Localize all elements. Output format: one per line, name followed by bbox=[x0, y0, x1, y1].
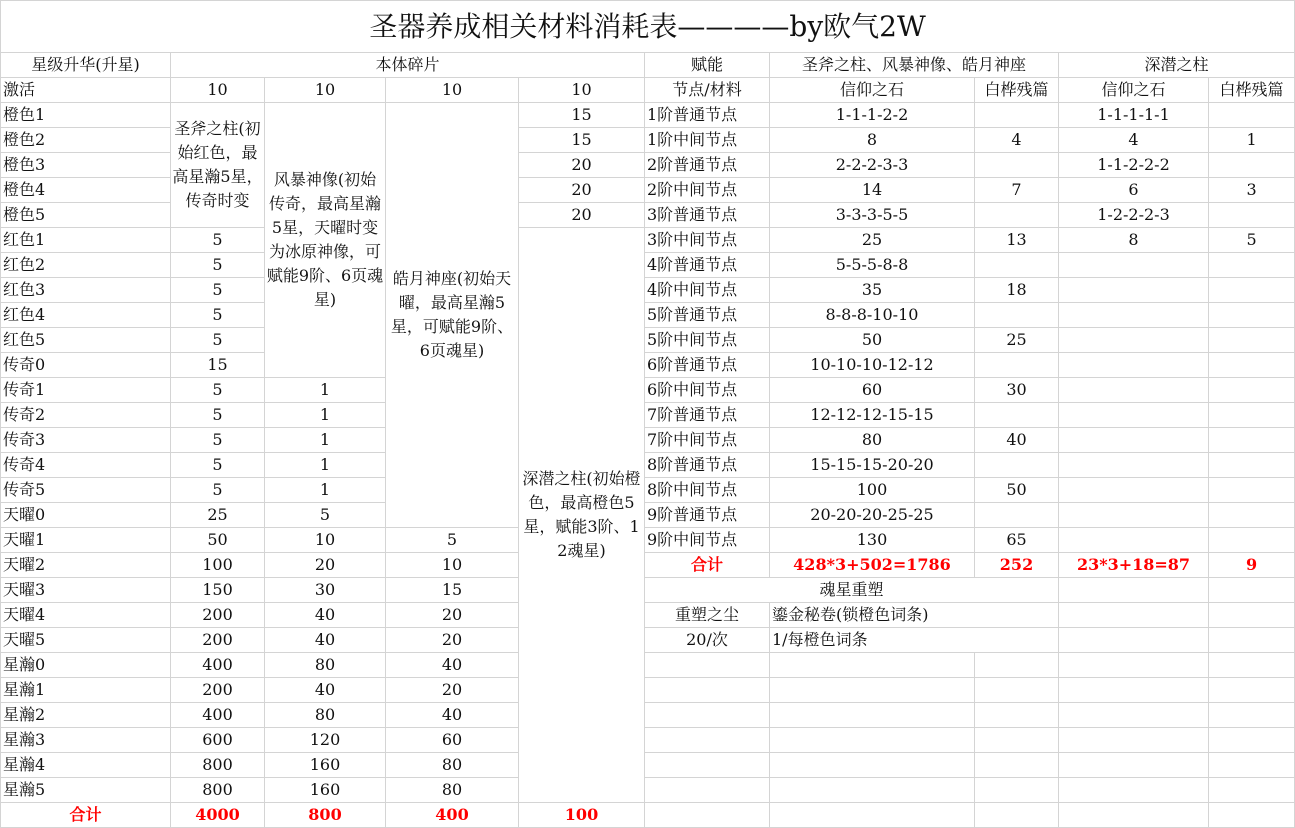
row-label[interactable]: 传奇3 bbox=[1, 428, 171, 453]
scroll-cell[interactable] bbox=[975, 103, 1059, 128]
scroll-cell[interactable]: 5 bbox=[1209, 228, 1295, 253]
row-label[interactable]: 天曜5 bbox=[1, 628, 171, 653]
value-cell[interactable]: 1 bbox=[265, 478, 386, 503]
row-label[interactable]: 橙色3 bbox=[1, 153, 171, 178]
row-label[interactable]: 星瀚2 bbox=[1, 703, 171, 728]
stone-cell[interactable] bbox=[1059, 528, 1209, 553]
note-axe-pillar[interactable]: 圣斧之柱(初始红色，最高星瀚5星，传奇时变 bbox=[171, 103, 265, 228]
node-label[interactable]: 8阶普通节点 bbox=[645, 453, 770, 478]
table-row bbox=[1, 778, 1295, 803]
value-cell[interactable]: 150 bbox=[171, 578, 265, 603]
stone-cell[interactable] bbox=[1059, 253, 1209, 278]
right-total-stone[interactable]: 23*3+18=87 bbox=[1059, 553, 1209, 578]
empty-cell[interactable] bbox=[1209, 578, 1295, 603]
node-label[interactable]: 9阶中间节点 bbox=[645, 528, 770, 553]
value-cell[interactable]: 5 bbox=[171, 428, 265, 453]
empty-cell[interactable] bbox=[645, 778, 770, 803]
left-total-label[interactable]: 合计 bbox=[1, 803, 171, 828]
stone-cell[interactable] bbox=[1059, 353, 1209, 378]
empty-cell[interactable] bbox=[770, 703, 975, 728]
row-label[interactable]: 橙色1 bbox=[1, 103, 171, 128]
stone-cell[interactable]: 8 bbox=[770, 128, 975, 153]
empty-cell[interactable] bbox=[1059, 603, 1209, 628]
stone-cell[interactable]: 1-1-1-2-2 bbox=[770, 103, 975, 128]
row-label[interactable]: 天曜1 bbox=[1, 528, 171, 553]
row-label[interactable]: 传奇5 bbox=[1, 478, 171, 503]
row-label[interactable]: 橙色5 bbox=[1, 203, 171, 228]
stone-cell[interactable]: 1-2-2-2-3 bbox=[1059, 203, 1209, 228]
value-cell[interactable]: 15 bbox=[519, 128, 645, 153]
value-cell[interactable]: 80 bbox=[386, 778, 519, 803]
subheader-scroll[interactable]: 白桦残篇 bbox=[975, 78, 1059, 103]
value-cell[interactable]: 40 bbox=[265, 678, 386, 703]
value-cell[interactable]: 800 bbox=[171, 753, 265, 778]
scroll-cell[interactable] bbox=[1209, 153, 1295, 178]
stone-cell[interactable]: 130 bbox=[770, 528, 975, 553]
value-cell[interactable]: 100 bbox=[171, 553, 265, 578]
value-cell[interactable]: 5 bbox=[171, 278, 265, 303]
value-cell[interactable]: 10 bbox=[265, 528, 386, 553]
scroll-cell[interactable] bbox=[1209, 303, 1295, 328]
empty-cell[interactable] bbox=[1209, 778, 1295, 803]
empty-cell[interactable] bbox=[975, 803, 1059, 828]
value-cell[interactable]: 40 bbox=[386, 653, 519, 678]
table-row bbox=[1, 678, 1295, 703]
subheader-stone[interactable]: 信仰之石 bbox=[1059, 78, 1209, 103]
empty-cell[interactable] bbox=[1059, 753, 1209, 778]
value-cell[interactable]: 400 bbox=[171, 703, 265, 728]
node-label[interactable]: 5阶中间节点 bbox=[645, 328, 770, 353]
scroll-cell[interactable] bbox=[1209, 378, 1295, 403]
value-cell[interactable]: 80 bbox=[265, 653, 386, 678]
node-label[interactable]: 5阶普通节点 bbox=[645, 303, 770, 328]
table-row bbox=[1, 478, 1295, 503]
empty-cell[interactable] bbox=[1059, 728, 1209, 753]
value-cell[interactable]: 5 bbox=[171, 303, 265, 328]
empty-cell[interactable] bbox=[1209, 753, 1295, 778]
activate-value[interactable]: 10 bbox=[519, 78, 645, 103]
node-label[interactable]: 2阶中间节点 bbox=[645, 178, 770, 203]
value-cell[interactable]: 20 bbox=[519, 203, 645, 228]
scroll-cell[interactable] bbox=[1209, 478, 1295, 503]
scroll-cell[interactable] bbox=[1209, 503, 1295, 528]
stone-cell[interactable]: 5-5-5-8-8 bbox=[770, 253, 975, 278]
row-label[interactable]: 星瀚0 bbox=[1, 653, 171, 678]
scroll-cell[interactable] bbox=[1209, 253, 1295, 278]
header-group1[interactable]: 圣斧之柱、风暴神像、皓月神座 bbox=[770, 53, 1059, 78]
value-cell[interactable]: 5 bbox=[171, 403, 265, 428]
node-label[interactable]: 4阶中间节点 bbox=[645, 278, 770, 303]
empty-cell[interactable] bbox=[1209, 803, 1295, 828]
scroll-cell[interactable] bbox=[1209, 453, 1295, 478]
note-deep-pillar[interactable]: 深潜之柱(初始橙色，最高橙色5星，赋能3阶、12魂星) bbox=[519, 228, 645, 803]
empty-cell[interactable] bbox=[1209, 628, 1295, 653]
node-label[interactable]: 6阶中间节点 bbox=[645, 378, 770, 403]
node-label[interactable]: 2阶普通节点 bbox=[645, 153, 770, 178]
table-row bbox=[1, 753, 1295, 778]
value-cell[interactable]: 15 bbox=[171, 353, 265, 378]
scroll-cell[interactable] bbox=[975, 153, 1059, 178]
value-cell[interactable]: 40 bbox=[265, 603, 386, 628]
empty-cell[interactable] bbox=[1059, 678, 1209, 703]
value-cell[interactable]: 5 bbox=[171, 478, 265, 503]
stone-cell[interactable]: 2-2-2-3-3 bbox=[770, 153, 975, 178]
row-label[interactable]: 传奇0 bbox=[1, 353, 171, 378]
value-cell[interactable]: 20 bbox=[265, 553, 386, 578]
value-cell[interactable]: 800 bbox=[171, 778, 265, 803]
row-label[interactable]: 传奇2 bbox=[1, 403, 171, 428]
table-row bbox=[1, 278, 1295, 303]
value-cell[interactable]: 80 bbox=[265, 703, 386, 728]
scroll-cell[interactable] bbox=[975, 253, 1059, 278]
right-total-stone[interactable]: 428*3+502=1786 bbox=[770, 553, 975, 578]
row-label[interactable]: 红色2 bbox=[1, 253, 171, 278]
value-cell[interactable]: 20 bbox=[386, 628, 519, 653]
stone-cell[interactable]: 8 bbox=[1059, 228, 1209, 253]
empty-cell[interactable] bbox=[1059, 653, 1209, 678]
value-cell[interactable]: 5 bbox=[171, 453, 265, 478]
scroll-cell[interactable]: 3 bbox=[1209, 178, 1295, 203]
value-cell[interactable]: 5 bbox=[171, 328, 265, 353]
value-cell[interactable]: 80 bbox=[386, 753, 519, 778]
left-total-value[interactable]: 100 bbox=[519, 803, 645, 828]
table-row bbox=[1, 253, 1295, 278]
empty-cell[interactable] bbox=[1059, 778, 1209, 803]
header-upgrade[interactable]: 星级升华(升星) bbox=[1, 53, 171, 78]
stone-cell[interactable]: 3-3-3-5-5 bbox=[770, 203, 975, 228]
value-cell[interactable]: 160 bbox=[265, 753, 386, 778]
empty-cell[interactable] bbox=[770, 678, 975, 703]
activate-value[interactable]: 10 bbox=[386, 78, 519, 103]
table-row bbox=[1, 528, 1295, 553]
value-cell[interactable]: 20 bbox=[519, 178, 645, 203]
empty-cell[interactable] bbox=[1209, 703, 1295, 728]
scroll-cell[interactable]: 40 bbox=[975, 428, 1059, 453]
value-cell[interactable]: 20 bbox=[519, 153, 645, 178]
stone-cell[interactable]: 4 bbox=[1059, 128, 1209, 153]
value-cell[interactable]: 20 bbox=[386, 603, 519, 628]
value-cell[interactable]: 5 bbox=[386, 528, 519, 553]
stone-cell[interactable]: 20-20-20-25-25 bbox=[770, 503, 975, 528]
scroll-cell[interactable]: 30 bbox=[975, 378, 1059, 403]
scroll-cell[interactable]: 13 bbox=[975, 228, 1059, 253]
scroll-cell[interactable] bbox=[975, 453, 1059, 478]
value-cell[interactable]: 5 bbox=[171, 228, 265, 253]
row-label[interactable]: 天曜4 bbox=[1, 603, 171, 628]
table-row bbox=[1, 328, 1295, 353]
stone-cell[interactable] bbox=[1059, 478, 1209, 503]
header-fragments[interactable]: 本体碎片 bbox=[171, 53, 645, 78]
empty-cell[interactable] bbox=[770, 753, 975, 778]
scroll-cell[interactable] bbox=[975, 403, 1059, 428]
empty-cell[interactable] bbox=[645, 753, 770, 778]
table-row bbox=[1, 228, 1295, 253]
table-row bbox=[1, 428, 1295, 453]
table-row bbox=[1, 703, 1295, 728]
scroll-cell[interactable]: 7 bbox=[975, 178, 1059, 203]
activate-value[interactable]: 10 bbox=[171, 78, 265, 103]
stone-cell[interactable] bbox=[1059, 378, 1209, 403]
scroll-cell[interactable] bbox=[1209, 278, 1295, 303]
scroll-cell[interactable]: 50 bbox=[975, 478, 1059, 503]
empty-cell[interactable] bbox=[1059, 628, 1209, 653]
value-cell[interactable]: 200 bbox=[171, 678, 265, 703]
row-label[interactable]: 橙色4 bbox=[1, 178, 171, 203]
empty-cell[interactable] bbox=[975, 778, 1059, 803]
stone-cell[interactable]: 8-8-8-10-10 bbox=[770, 303, 975, 328]
activate-label[interactable]: 激活 bbox=[1, 78, 171, 103]
value-cell[interactable]: 200 bbox=[171, 628, 265, 653]
table-row bbox=[1, 378, 1295, 403]
node-label[interactable]: 1阶普通节点 bbox=[645, 103, 770, 128]
remold-title[interactable]: 魂星重塑 bbox=[645, 578, 1059, 603]
row-label[interactable]: 星瀚1 bbox=[1, 678, 171, 703]
table-row bbox=[1, 453, 1295, 478]
empty-cell[interactable] bbox=[645, 728, 770, 753]
table-row bbox=[1, 353, 1295, 378]
stone-cell[interactable] bbox=[1059, 503, 1209, 528]
value-cell[interactable]: 15 bbox=[519, 103, 645, 128]
row-label[interactable]: 红色4 bbox=[1, 303, 171, 328]
remold-scroll-label[interactable]: 鎏金秘卷(锁橙色词条) bbox=[770, 603, 1059, 628]
stone-cell[interactable]: 35 bbox=[770, 278, 975, 303]
scroll-cell[interactable] bbox=[975, 503, 1059, 528]
value-cell[interactable]: 20 bbox=[386, 678, 519, 703]
value-cell[interactable]: 25 bbox=[171, 503, 265, 528]
row-label[interactable]: 传奇4 bbox=[1, 453, 171, 478]
node-label[interactable]: 1阶中间节点 bbox=[645, 128, 770, 153]
scroll-cell[interactable]: 1 bbox=[1209, 128, 1295, 153]
stone-cell[interactable]: 1-1-1-1-1 bbox=[1059, 103, 1209, 128]
value-cell[interactable]: 40 bbox=[386, 703, 519, 728]
empty-cell[interactable] bbox=[975, 678, 1059, 703]
empty-cell[interactable] bbox=[770, 653, 975, 678]
empty-cell[interactable] bbox=[975, 703, 1059, 728]
stone-cell[interactable]: 10-10-10-12-12 bbox=[770, 353, 975, 378]
row-label[interactable]: 红色1 bbox=[1, 228, 171, 253]
value-cell[interactable]: 200 bbox=[171, 603, 265, 628]
value-cell[interactable]: 30 bbox=[265, 578, 386, 603]
right-total-label[interactable]: 合计 bbox=[645, 553, 770, 578]
scroll-cell[interactable]: 18 bbox=[975, 278, 1059, 303]
value-cell[interactable]: 400 bbox=[171, 653, 265, 678]
empty-cell[interactable] bbox=[770, 728, 975, 753]
value-cell[interactable]: 1 bbox=[265, 403, 386, 428]
empty-cell[interactable] bbox=[1059, 578, 1209, 603]
scroll-cell[interactable] bbox=[1209, 328, 1295, 353]
scroll-cell[interactable] bbox=[1209, 403, 1295, 428]
node-label[interactable]: 9阶普通节点 bbox=[645, 503, 770, 528]
empty-cell[interactable] bbox=[645, 653, 770, 678]
remold-dust-value[interactable]: 20/次 bbox=[645, 628, 770, 653]
stone-cell[interactable]: 15-15-15-20-20 bbox=[770, 453, 975, 478]
node-label[interactable]: 3阶中间节点 bbox=[645, 228, 770, 253]
table-row bbox=[1, 303, 1295, 328]
stone-cell[interactable]: 25 bbox=[770, 228, 975, 253]
value-cell[interactable]: 1 bbox=[265, 453, 386, 478]
remold-dust-label[interactable]: 重塑之尘 bbox=[645, 603, 770, 628]
stone-cell[interactable]: 6 bbox=[1059, 178, 1209, 203]
value-cell[interactable]: 5 bbox=[265, 503, 386, 528]
empty-cell[interactable] bbox=[1059, 803, 1209, 828]
scroll-cell[interactable]: 65 bbox=[975, 528, 1059, 553]
scroll-cell[interactable] bbox=[1209, 103, 1295, 128]
row-label[interactable]: 星瀚3 bbox=[1, 728, 171, 753]
table-row bbox=[1, 803, 1295, 828]
subheader-stone[interactable]: 信仰之石 bbox=[770, 78, 975, 103]
value-cell[interactable]: 600 bbox=[171, 728, 265, 753]
empty-cell[interactable] bbox=[1059, 703, 1209, 728]
scroll-cell[interactable] bbox=[1209, 428, 1295, 453]
value-cell[interactable]: 15 bbox=[386, 578, 519, 603]
value-cell[interactable]: 120 bbox=[265, 728, 386, 753]
value-cell[interactable]: 1 bbox=[265, 378, 386, 403]
header-group2[interactable]: 深潜之柱 bbox=[1059, 53, 1295, 78]
stone-cell[interactable] bbox=[1059, 453, 1209, 478]
empty-cell[interactable] bbox=[1209, 603, 1295, 628]
stone-cell[interactable] bbox=[1059, 403, 1209, 428]
empty-cell[interactable] bbox=[975, 728, 1059, 753]
scroll-cell[interactable] bbox=[975, 303, 1059, 328]
scroll-cell[interactable] bbox=[975, 353, 1059, 378]
scroll-cell[interactable]: 4 bbox=[975, 128, 1059, 153]
table-row bbox=[1, 53, 1295, 78]
value-cell[interactable]: 50 bbox=[171, 528, 265, 553]
remold-scroll-value[interactable]: 1/每橙色词条 bbox=[770, 628, 1059, 653]
row-label[interactable]: 天曜0 bbox=[1, 503, 171, 528]
empty-cell[interactable] bbox=[975, 753, 1059, 778]
stone-cell[interactable]: 50 bbox=[770, 328, 975, 353]
empty-cell[interactable] bbox=[770, 803, 975, 828]
stone-cell[interactable] bbox=[1059, 328, 1209, 353]
right-total-scroll[interactable]: 9 bbox=[1209, 553, 1295, 578]
scroll-cell[interactable] bbox=[1209, 203, 1295, 228]
stone-cell[interactable] bbox=[1059, 428, 1209, 453]
table-row bbox=[1, 503, 1295, 528]
row-label[interactable]: 星瀚4 bbox=[1, 753, 171, 778]
stone-cell[interactable] bbox=[1059, 303, 1209, 328]
row-label[interactable]: 红色5 bbox=[1, 328, 171, 353]
stone-cell[interactable]: 80 bbox=[770, 428, 975, 453]
row-label[interactable]: 红色3 bbox=[1, 278, 171, 303]
stone-cell[interactable]: 100 bbox=[770, 478, 975, 503]
note-moon-throne[interactable]: 皓月神座(初始天曜，最高星瀚5星，可赋能9阶、6页魂星) bbox=[386, 103, 519, 528]
value-cell[interactable]: 160 bbox=[265, 778, 386, 803]
scroll-cell[interactable] bbox=[975, 203, 1059, 228]
row-label[interactable]: 橙色2 bbox=[1, 128, 171, 153]
empty-cell[interactable] bbox=[1209, 653, 1295, 678]
empty-cell[interactable] bbox=[1209, 678, 1295, 703]
left-total-value[interactable]: 4000 bbox=[171, 803, 265, 828]
stone-cell[interactable]: 12-12-12-15-15 bbox=[770, 403, 975, 428]
note-storm-statue[interactable]: 风暴神像(初始传奇，最高星瀚5星，天曜时变为冰原神像，可赋能9阶、6页魂星) bbox=[265, 103, 386, 378]
empty-cell[interactable] bbox=[645, 678, 770, 703]
stone-cell[interactable]: 1-1-2-2-2 bbox=[1059, 153, 1209, 178]
table-row bbox=[1, 553, 1295, 578]
value-cell[interactable]: 5 bbox=[171, 378, 265, 403]
stone-cell[interactable]: 14 bbox=[770, 178, 975, 203]
table-row bbox=[1, 628, 1295, 653]
scroll-cell[interactable]: 25 bbox=[975, 328, 1059, 353]
table-row bbox=[1, 103, 1295, 128]
scroll-cell[interactable] bbox=[1209, 353, 1295, 378]
node-label[interactable]: 7阶普通节点 bbox=[645, 403, 770, 428]
row-label[interactable]: 天曜2 bbox=[1, 553, 171, 578]
node-label[interactable]: 3阶普通节点 bbox=[645, 203, 770, 228]
left-total-value[interactable]: 400 bbox=[386, 803, 519, 828]
empty-cell[interactable] bbox=[770, 778, 975, 803]
header-empower[interactable]: 赋能 bbox=[645, 53, 770, 78]
right-total-scroll[interactable]: 252 bbox=[975, 553, 1059, 578]
table-row bbox=[1, 653, 1295, 678]
table-row bbox=[1, 578, 1295, 603]
stone-cell[interactable] bbox=[1059, 278, 1209, 303]
value-cell[interactable]: 5 bbox=[171, 253, 265, 278]
scroll-cell[interactable] bbox=[1209, 528, 1295, 553]
subheader-scroll[interactable]: 白桦残篇 bbox=[1209, 78, 1295, 103]
empty-cell[interactable] bbox=[1209, 728, 1295, 753]
subheader-node[interactable]: 节点/材料 bbox=[645, 78, 770, 103]
value-cell[interactable]: 40 bbox=[265, 628, 386, 653]
table-row bbox=[1, 78, 1295, 103]
table-row bbox=[1, 603, 1295, 628]
stone-cell[interactable]: 60 bbox=[770, 378, 975, 403]
activate-value[interactable]: 10 bbox=[265, 78, 386, 103]
value-cell[interactable]: 1 bbox=[265, 428, 386, 453]
value-cell[interactable]: 10 bbox=[386, 553, 519, 578]
node-label[interactable]: 4阶普通节点 bbox=[645, 253, 770, 278]
empty-cell[interactable] bbox=[645, 803, 770, 828]
row-label[interactable]: 传奇1 bbox=[1, 378, 171, 403]
node-label[interactable]: 7阶中间节点 bbox=[645, 428, 770, 453]
node-label[interactable]: 8阶中间节点 bbox=[645, 478, 770, 503]
table-row bbox=[1, 403, 1295, 428]
table-row bbox=[1, 728, 1295, 753]
empty-cell[interactable] bbox=[645, 703, 770, 728]
node-label[interactable]: 6阶普通节点 bbox=[645, 353, 770, 378]
row-label[interactable]: 星瀚5 bbox=[1, 778, 171, 803]
left-total-value[interactable]: 800 bbox=[265, 803, 386, 828]
value-cell[interactable]: 60 bbox=[386, 728, 519, 753]
empty-cell[interactable] bbox=[975, 653, 1059, 678]
page-title[interactable]: 圣器养成相关材料消耗表————by欧气2W bbox=[1, 1, 1295, 53]
row-label[interactable]: 天曜3 bbox=[1, 578, 171, 603]
